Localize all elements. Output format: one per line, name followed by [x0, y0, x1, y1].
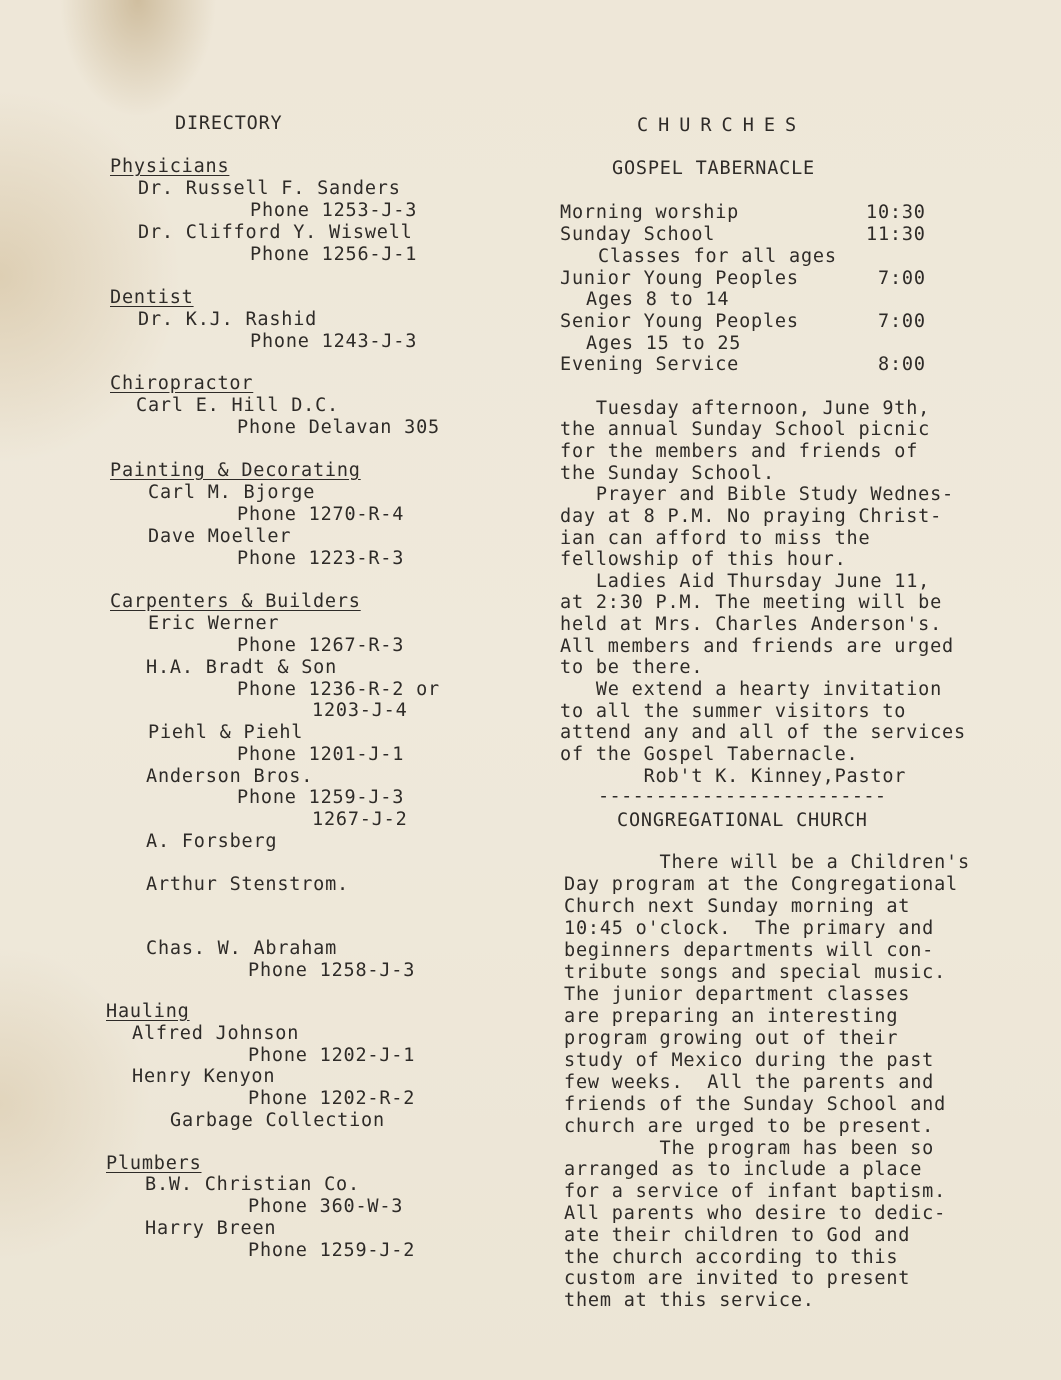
listing-phone: Phone 1201-J-1 — [237, 744, 405, 765]
text-line: Prayer and Bible Study Wednes- — [560, 484, 954, 505]
section-divider: ------------------------- — [598, 786, 887, 807]
listing-name: H.A. Bradt & Son — [146, 657, 338, 678]
text-line: All members and friends are urged — [560, 636, 954, 657]
listing-phone: 1203-J-4 — [312, 700, 408, 721]
listing-name: Carl M. Bjorge — [148, 482, 316, 503]
text-line: for the members and friends of — [560, 441, 919, 462]
listing-phone: Phone 1258-J-3 — [248, 960, 416, 981]
listing-name: B.W. Christian Co. — [145, 1174, 360, 1195]
text-line: custom are invited to present — [564, 1268, 911, 1289]
text-line: ian can afford to miss the — [560, 528, 871, 549]
church-heading-gospel: GOSPEL TABERNACLE — [612, 158, 815, 179]
listing-name: Dave Moeller — [148, 526, 292, 547]
listing-note: Garbage Collection — [170, 1110, 385, 1131]
text-line: few weeks. All the parents and — [564, 1072, 935, 1093]
listing-phone: Phone 1256-J-1 — [250, 244, 418, 265]
listing-name: Anderson Bros. — [146, 766, 314, 787]
text-line: study of Mexico during the past — [564, 1050, 935, 1071]
section-heading-painting: Painting & Decorating — [110, 460, 361, 481]
listing-name: Dr. K.J. Rashid — [138, 309, 318, 330]
text-line: arranged as to include a place — [564, 1159, 923, 1180]
directory-title: DIRECTORY — [175, 113, 283, 134]
listing-phone: Phone 1259-J-2 — [248, 1240, 416, 1261]
listing-name: Dr. Clifford Y. Wiswell — [138, 222, 413, 243]
text-line: are preparing an interesting — [564, 1006, 899, 1027]
listing-phone: Phone 360-W-3 — [248, 1196, 404, 1217]
listing-name: Alfred Johnson — [132, 1023, 300, 1044]
listing-phone: Phone 1267-R-3 — [237, 635, 405, 656]
text-line: to be there. — [560, 657, 704, 678]
text-line: The junior department classes — [564, 984, 911, 1005]
schedule-label: Ages 8 to 14 — [586, 289, 730, 310]
text-line: the Sunday School. — [560, 463, 775, 484]
text-line: day at 8 P.M. No praying Christ- — [560, 506, 943, 527]
section-heading-physicians: Physicians — [110, 156, 230, 177]
church-heading-congregational: CONGREGATIONAL CHURCH — [617, 810, 868, 831]
text-line: 10:45 o'clock. The primary and — [564, 918, 935, 939]
listing-phone: 1267-J-2 — [312, 809, 408, 830]
text-line: attend any and all of the services — [560, 722, 966, 743]
text-line: for a service of infant baptism. — [564, 1181, 947, 1202]
text-line: to all the summer visitors to — [560, 701, 907, 722]
schedule-label: Junior Young Peoples — [560, 268, 799, 289]
text-line: Ladies Aid Thursday June 11, — [560, 571, 931, 592]
listing-name: Piehl & Piehl — [148, 722, 304, 743]
schedule-time: 11:30 — [866, 224, 926, 245]
listing-name: Chas. W. Abraham — [146, 938, 338, 959]
text-line: We extend a hearty invitation — [560, 679, 943, 700]
listing-phone: Phone 1253-J-3 — [250, 200, 418, 221]
schedule-label: Ages 15 to 25 — [586, 333, 742, 354]
text-line: fellowship of this hour. — [560, 549, 847, 570]
listing-phone: Phone Delavan 305 — [237, 417, 440, 438]
schedule-time: 10:30 — [866, 202, 926, 223]
text-line: them at this service. — [564, 1290, 815, 1311]
text-line: The program has been so — [564, 1138, 935, 1159]
listing-name: Dr. Russell F. Sanders — [138, 178, 401, 199]
text-line: of the Gospel Tabernacle. — [560, 744, 859, 765]
listing-phone: Phone 1223-R-3 — [237, 548, 405, 569]
listing-phone: Phone 1202-J-1 — [248, 1045, 416, 1066]
listing-phone: Phone 1259-J-3 — [237, 787, 405, 808]
text-line: at 2:30 P.M. The meeting will be — [560, 592, 943, 613]
text-line: There will be a Children's — [564, 852, 970, 873]
text-line: the church according to this — [564, 1247, 899, 1268]
listing-name: Eric Werner — [148, 613, 280, 634]
schedule-label: Classes for all ages — [598, 246, 837, 267]
text-line: beginners departments will con- — [564, 940, 935, 961]
schedule-label: Evening Service — [560, 354, 740, 375]
churches-title: CHURCHES — [637, 115, 807, 136]
listing-phone: Phone 1202-R-2 — [248, 1088, 416, 1109]
section-heading-hauling: Hauling — [106, 1001, 190, 1022]
text-line: held at Mrs. Charles Anderson's. — [560, 614, 943, 635]
schedule-time: 7:00 — [878, 311, 926, 332]
text-line: tribute songs and special music. — [564, 962, 947, 983]
text-line: church are urged to be present. — [564, 1116, 935, 1137]
text-line: Tuesday afternoon, June 9th, — [560, 398, 931, 419]
schedule-label: Sunday School — [560, 224, 716, 245]
text-line: the annual Sunday School picnic — [560, 419, 931, 440]
text-line: program growing out of their — [564, 1028, 899, 1049]
listing-name: Harry Breen — [145, 1218, 277, 1239]
listing-phone: Phone 1243-J-3 — [250, 331, 418, 352]
schedule-time: 8:00 — [878, 354, 926, 375]
listing-name: Arthur Stenstrom. — [146, 874, 349, 895]
text-line: All parents who desire to dedic- — [564, 1203, 947, 1224]
section-heading-plumbers: Plumbers — [106, 1153, 202, 1174]
listing-phone: Phone 1236-R-2 or — [237, 679, 440, 700]
listing-name: A. Forsberg — [146, 831, 278, 852]
text-line: Day program at the Congregational — [564, 874, 958, 895]
pastor-signature: Rob't K. Kinney,Pastor — [560, 766, 907, 787]
listing-phone: Phone 1270-R-4 — [237, 504, 405, 525]
schedule-label: Morning worship — [560, 202, 740, 223]
section-heading-dentist: Dentist — [110, 287, 194, 308]
text-line: ate their children to God and — [564, 1225, 911, 1246]
listing-name: Carl E. Hill D.C. — [136, 395, 339, 416]
section-heading-carpenters: Carpenters & Builders — [110, 591, 361, 612]
text-line: Church next Sunday morning at — [564, 896, 911, 917]
text-line: friends of the Sunday School and — [564, 1094, 947, 1115]
schedule-time: 7:00 — [878, 268, 926, 289]
schedule-label: Senior Young Peoples — [560, 311, 799, 332]
listing-name: Henry Kenyon — [132, 1066, 276, 1087]
section-heading-chiropractor: Chiropractor — [110, 373, 254, 394]
